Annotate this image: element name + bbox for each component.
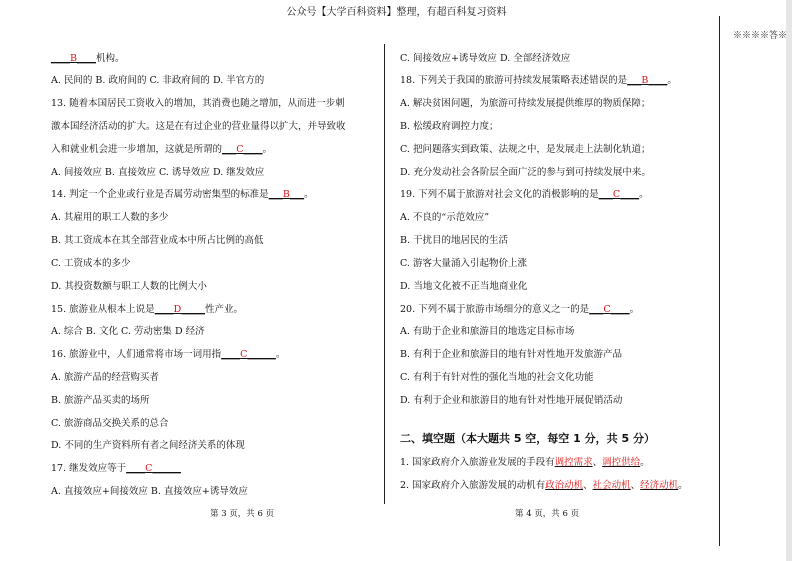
question-line	[400, 301, 639, 315]
text-segment: 、	[630, 480, 641, 491]
question-line	[51, 346, 285, 360]
answer-text: B	[641, 75, 649, 86]
blank-underline: ______	[247, 349, 276, 360]
question-line	[51, 186, 314, 200]
answer-text: 经济动机	[640, 480, 679, 491]
text-segment: 19. 下列不属于旅游对社会文化的消极影响的是	[400, 189, 599, 200]
text-line: C. 有利于有针对性的强化当地的社会文化功能	[400, 372, 594, 383]
text-line: A. 有助于企业和旅游目的地选定目标市场	[400, 326, 575, 337]
blank-underline: ____	[243, 144, 263, 155]
blank-underline: ___	[268, 189, 283, 200]
blank-underline: ______	[152, 463, 181, 474]
question-line	[400, 186, 649, 200]
text-segment: 20. 下列不属于旅游市场细分的意义之一的是	[400, 304, 590, 315]
text-line: B. 松缓政府调控力度；	[400, 121, 499, 132]
answer-text: C	[603, 304, 611, 315]
question-line	[400, 72, 677, 86]
text-line: B. 有利于企业和旅游目的地有针对性地开发旅游产品	[400, 349, 623, 360]
text-line: C. 把问题落实到政策、法规之中，是发展走上法制化轨道；	[400, 144, 651, 155]
blank-underline: ____	[620, 189, 640, 200]
text-segment: 2. 国家政府介入旅游发展的动机有	[400, 480, 546, 491]
text-segment: 、	[592, 457, 603, 468]
question-line	[51, 460, 181, 474]
text-line: 13. 随着本国居民工资收入的增加，其消费也随之增加，从而进一步刺	[51, 98, 345, 109]
blank-underline: ___	[598, 189, 613, 200]
answer-text: 政治动机	[545, 480, 584, 491]
text-line: A. 间接效应 B. 直接效应 C. 诱导效应 D. 继发效应	[51, 167, 265, 178]
text-segment: 性产业。	[205, 304, 244, 315]
question-line	[51, 301, 243, 315]
text-line: C. 旅游商品交换关系的总合	[51, 418, 169, 429]
page-header: 公众号【大学百科资料】整理，有超百科复习资料	[286, 7, 507, 18]
answer-text: 社会动机	[592, 480, 631, 491]
text-line: B. 其工资成本在其全部营业成本中所占比例的高低	[51, 235, 264, 246]
text-segment: 。	[304, 189, 314, 200]
text-line: A. 直接效应+间接效应 B. 直接效应+诱导效应	[51, 486, 248, 497]
text-segment: 机构。	[95, 53, 125, 64]
text-segment: 入和就业机会进一步增加，这就是所谓的	[51, 144, 223, 155]
binding-margin-note: ※※※※答※	[733, 31, 788, 41]
page-edge-stripe	[786, 0, 792, 561]
answer-text: C	[145, 463, 153, 474]
blank-underline: ____	[221, 349, 241, 360]
blank-underline: ____	[154, 304, 174, 315]
text-line: A. 不良的“示范效应”	[400, 212, 490, 223]
text-line: B. 干扰目的地居民的生活	[400, 235, 509, 246]
answer-text: D	[173, 304, 182, 315]
text-line: 激本国经济活动的扩大。这是在有过企业的营业量得以扩大，并导致收	[51, 121, 346, 132]
answer-text: 调控需求	[554, 457, 593, 468]
text-line: B. 旅游产品买卖的场所	[51, 395, 150, 406]
answer-text: B	[70, 53, 77, 64]
text-segment: 1. 国家政府介入旅游业发展的手段有	[400, 457, 555, 468]
answer-text: B	[282, 189, 290, 200]
text-line: D. 不同的生产资料所有者之间经济关系的体现	[51, 440, 245, 451]
blank-underline: ___	[222, 144, 237, 155]
answer-text: C	[236, 144, 244, 155]
section-heading: 二、填空题（本大题共 5 空，每空 1 分，共 5 分）	[400, 432, 655, 445]
text-line: D. 其投资数额与职工人数的比例大小	[51, 281, 207, 292]
text-segment: 14. 判定一个企业或行业是否属劳动密集型的标准是	[51, 189, 269, 200]
text-line: A. 解决贫困问题，为旅游可持续发展提供维厚的物质保障；	[400, 98, 651, 109]
text-line: A. 综合 B. 文化 C. 劳动密集 D 经济	[51, 326, 205, 337]
text-line: A. 旅游产品的经营购买者	[51, 372, 159, 383]
blank-underline: ____	[51, 53, 70, 64]
text-line: D. 有利于企业和旅游目的地有针对性地开展促销活动	[400, 395, 623, 406]
text-line: D. 当地文化被不正当地商业化	[400, 281, 528, 292]
text-segment: 。	[629, 304, 640, 315]
answer-text: C	[612, 189, 621, 200]
text-segment: 。	[640, 457, 650, 468]
blank-underline: ____	[126, 463, 146, 474]
page-number-left: 第 3 页，共 6 页	[210, 509, 275, 519]
text-segment: 。	[275, 349, 286, 360]
text-line: D. 充分发动社会各阶层全面广泛的参与到可持续发展中来。	[400, 167, 651, 178]
answer-text: C	[240, 349, 248, 360]
blank-underline: ____	[76, 53, 96, 64]
text-segment: 。	[678, 480, 688, 491]
blank-underline: ____	[610, 304, 630, 315]
text-line: A. 民间的 B. 政府间的 C. 非政府间的 D. 半官方的	[51, 75, 265, 86]
text-line: C. 工资成本的多少	[51, 258, 131, 269]
question-line	[51, 50, 125, 64]
question-line	[51, 141, 272, 155]
column-divider	[384, 44, 385, 504]
answer-text: 调控供给	[602, 457, 641, 468]
text-segment: 18. 下列关于我国的旅游可持续发展策略表述错误的是	[400, 75, 628, 86]
text-segment: 16. 旅游业中，人们通常将市场一词用指	[51, 349, 222, 360]
text-line: C. 间接效应+诱导效应 D. 全部经济效应	[400, 53, 571, 64]
binding-margin-line	[719, 16, 720, 546]
blank-underline: _____	[181, 304, 206, 315]
text-segment: 、	[583, 480, 593, 491]
blank-underline: ___	[589, 304, 604, 315]
blank-underline: ____	[648, 75, 668, 86]
question-line	[400, 477, 688, 491]
text-segment: 。	[667, 75, 677, 86]
blank-underline: ___	[289, 189, 305, 200]
question-line	[400, 454, 650, 468]
text-line: A. 其雇用的职工人数的多少	[51, 212, 169, 223]
text-segment: 15. 旅游业从根本上说是	[51, 304, 155, 315]
text-segment: 17. 继发效应等于	[51, 463, 127, 474]
blank-underline: ___	[627, 75, 642, 86]
text-segment: 。	[639, 189, 649, 200]
text-segment: 。	[262, 144, 273, 155]
text-line: C. 游客大量涌入引起物价上涨	[400, 258, 527, 269]
page-number-right: 第 4 页，共 6 页	[515, 509, 580, 519]
